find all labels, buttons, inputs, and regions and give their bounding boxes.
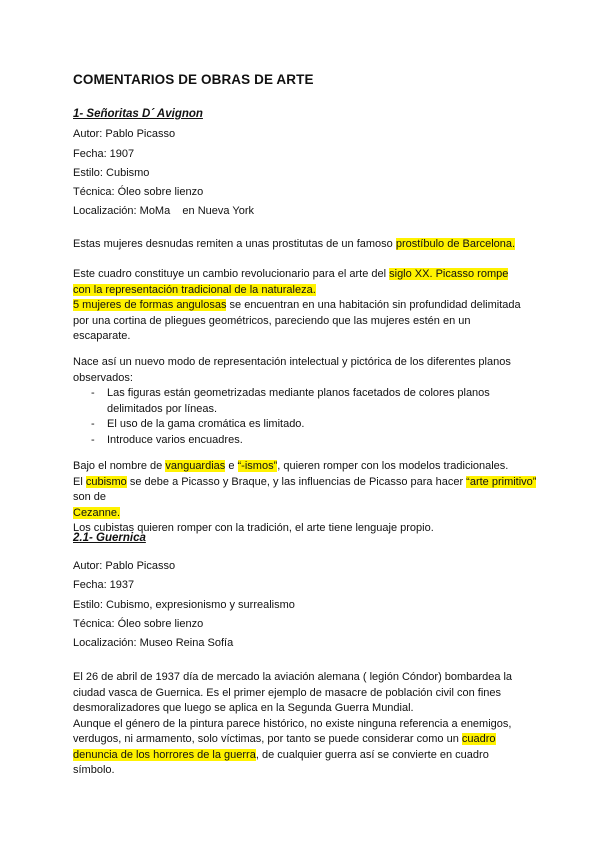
highlight: cubismo bbox=[85, 475, 127, 488]
highlight: 5 mujeres de formas angulosas bbox=[73, 299, 227, 311]
text-line: Este cuadro constituye un cambio revolucionario para el arte del siglo XX. Picasso rompe bbox=[73, 268, 509, 280]
highlight: “arte primitivo” bbox=[466, 475, 537, 488]
list-item: - Las figuras están geometrizadas mediante planos facetados de colores planos delimitados por líneas. bbox=[91, 387, 490, 415]
text-line: verdugos, ni armamento, solo víctimas, por tanto se puede considerar como un cuadro bbox=[73, 733, 496, 745]
artwork-date: Fecha: 1937 bbox=[73, 579, 135, 591]
list-item: - El uso de la gama cromática es limitado. bbox=[91, 418, 305, 430]
artwork-author: Autor: Pablo Picasso bbox=[73, 128, 176, 140]
text-line: símbolo. bbox=[73, 764, 115, 776]
text-line: El 26 de abril de 1937 día de mercado la aviación alemana ( legión Cóndor) bombardea la bbox=[73, 671, 513, 683]
artwork-style: Estilo: Cubismo bbox=[73, 167, 150, 179]
highlight: denuncia de los horrores de la guerra bbox=[73, 748, 256, 761]
text-line: Bajo el nombre de vanguardias e “-ismos”, quieren romper con los modelos tradicionales. bbox=[73, 460, 509, 472]
paragraph bbox=[73, 459, 553, 537]
artwork-date: Fecha: 1907 bbox=[73, 148, 135, 160]
section-heading-avignon: 1- Señoritas D´ Avignon bbox=[73, 108, 203, 120]
text-line: por una cortina de pliegues geométricos, pareciendo que las mujeres estén en un bbox=[73, 314, 471, 327]
text-line: El cubismo se debe a Picasso y Braque, y las influencias de Picasso para hacer “arte primitivo” son de bbox=[73, 475, 537, 503]
highlight: Cezanne. bbox=[73, 506, 121, 519]
highlight: vanguardias bbox=[165, 460, 226, 472]
highlight: prostíbulo de Barcelona. bbox=[395, 238, 516, 250]
paragraph: Estas mujeres desnudas remiten a unas prostitutas de un famoso prostíbulo de Barcelona. bbox=[73, 238, 516, 250]
section-heading-guernica: 2.1- Guernica bbox=[73, 532, 146, 544]
text-line: observados: bbox=[73, 371, 133, 384]
artwork-style: Estilo: Cubismo, expresionismo y surrealismo bbox=[73, 599, 295, 611]
text-line: 5 mujeres de formas angulosas se encuentran en una habitación sin profundidad delimitada bbox=[73, 299, 521, 311]
artwork-author: Autor: Pablo Picasso bbox=[73, 560, 176, 572]
highlight: cuadro bbox=[461, 733, 496, 745]
artwork-location: Localización: Museo Reina Sofía bbox=[73, 637, 234, 649]
bullet-list bbox=[91, 386, 490, 448]
text-line: Nace así un nuevo modo de representación intelectual y pictórica de los diferentes planos bbox=[73, 356, 511, 368]
text-line: escaparate. bbox=[73, 330, 131, 342]
highlight: con la representación tradicional de la naturaleza. bbox=[73, 283, 316, 296]
paragraph bbox=[73, 670, 543, 779]
text-line: desmoralizadores que luego se aplica en la Segunda Guerra Mundial. bbox=[73, 702, 414, 714]
text-line: Los cubistas quieren romper con la tradición, el arte tiene lenguaje propio. bbox=[73, 522, 434, 534]
text-line: denuncia de los horrores de la guerra, de cualquier guerra así se convierte en cuadro bbox=[73, 748, 489, 761]
text-line: ciudad vasca de Guernica. Es el primer ejemplo de masacre de población civil con fines bbox=[73, 686, 501, 699]
list-item: - Introduce varios encuadres. bbox=[91, 433, 243, 446]
highlight: “-ismos” bbox=[237, 460, 278, 472]
paragraph bbox=[73, 267, 533, 345]
text-line: Aunque el género de la pintura parece histórico, no existe ninguna referencia a enemigos, bbox=[73, 717, 512, 730]
artwork-location: Localización: MoMa en Nueva York bbox=[73, 205, 254, 217]
document-title: COMENTARIOS DE OBRAS DE ARTE bbox=[73, 72, 314, 87]
text-line bbox=[73, 506, 553, 522]
artwork-technique: Técnica: Óleo sobre lienzo bbox=[73, 186, 204, 198]
artwork-technique: Técnica: Óleo sobre lienzo bbox=[73, 618, 204, 630]
paragraph bbox=[73, 355, 533, 386]
text-line bbox=[73, 283, 533, 299]
highlight: siglo XX. Picasso rompe bbox=[389, 268, 509, 280]
